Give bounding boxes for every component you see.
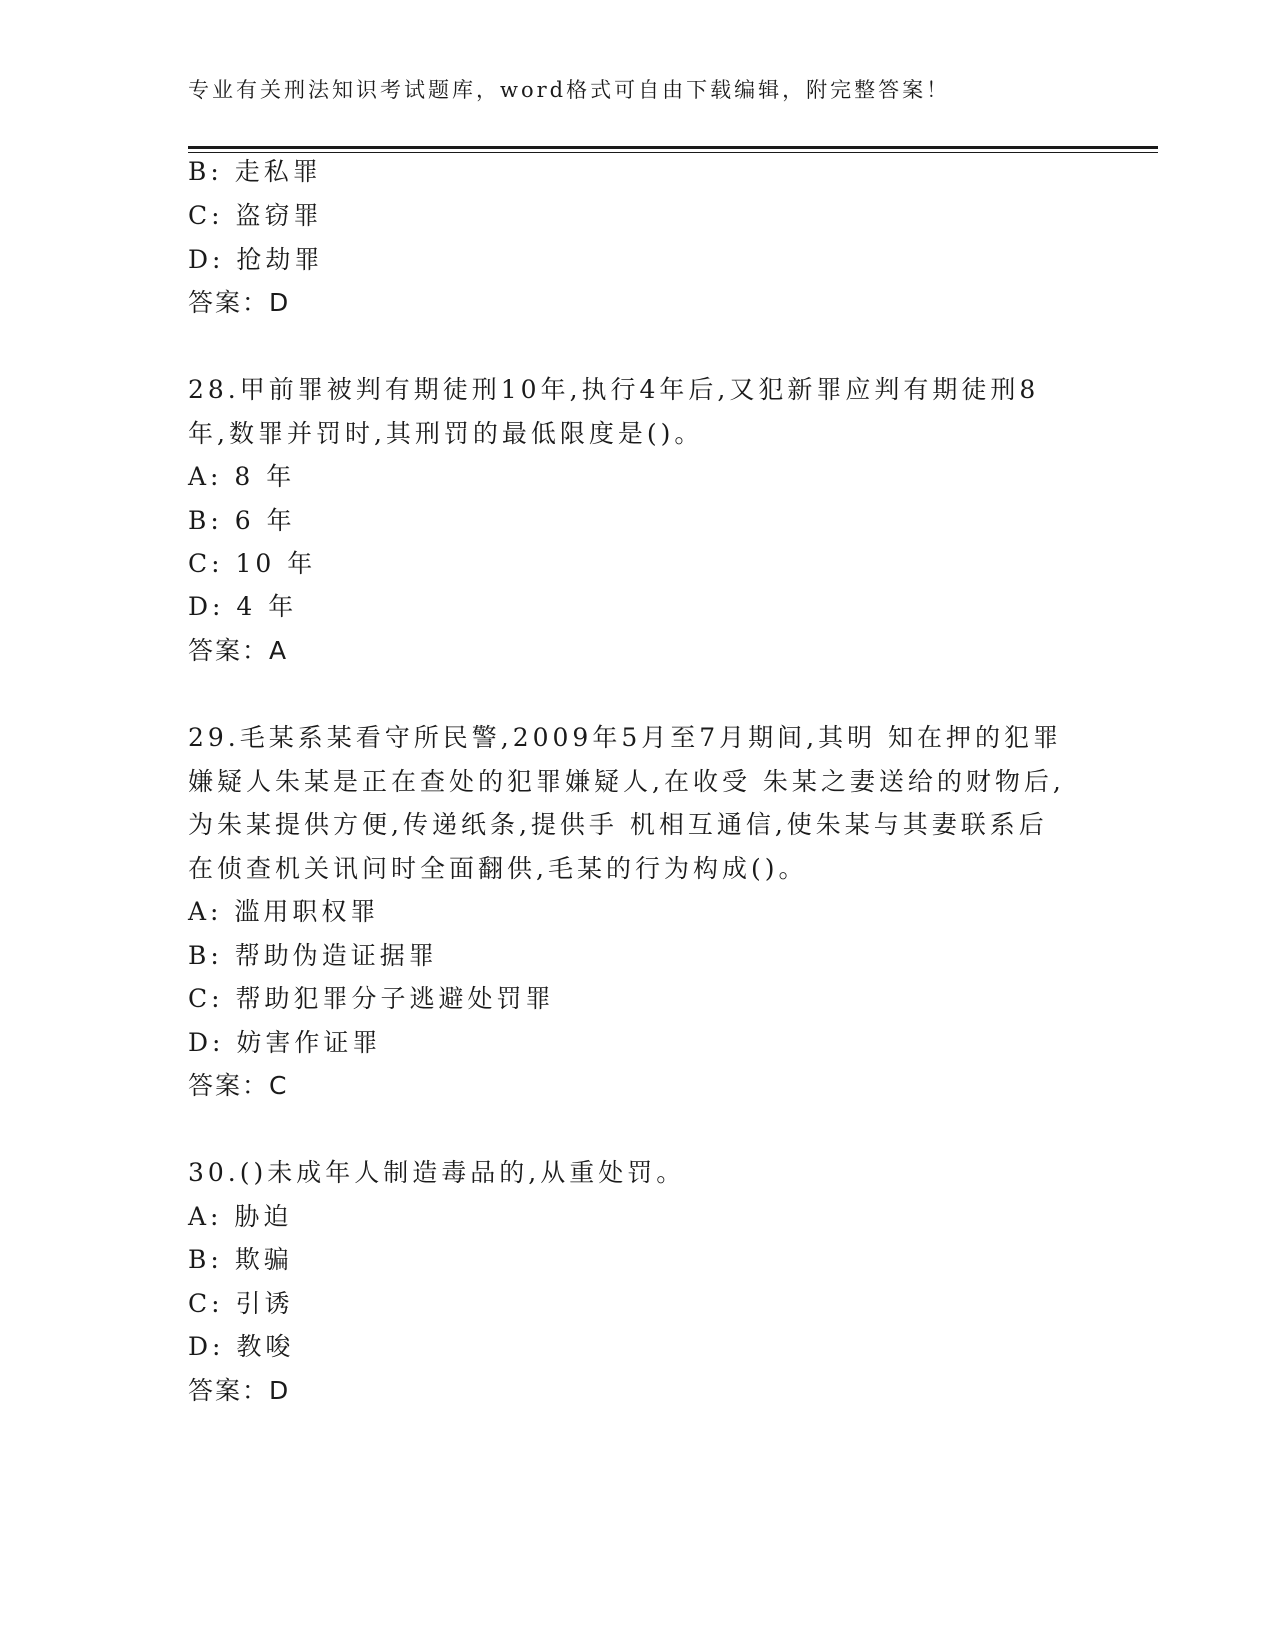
option-d: D: 4 年 <box>188 592 298 621</box>
header-rule-thin <box>188 152 1158 153</box>
header-rule-thick <box>188 146 1158 149</box>
option-b: B: 帮助伪造证据罪 <box>188 941 438 970</box>
option-b: B: 走私罪 <box>188 157 322 186</box>
option-c: C: 帮助犯罪分子逃避处罚罪 <box>188 984 555 1013</box>
option-c: C: 10 年 <box>188 549 317 578</box>
question-stem-line: 嫌疑人朱某是正在查处的犯罪嫌疑人,在收受 朱某之妻送给的财物后, <box>188 767 1065 796</box>
option-a: A: 滥用职权罪 <box>188 897 380 926</box>
question-stem-line: 29.毛某系某看守所民警,2009年5月至7月期间,其明 知在押的犯罪 <box>188 723 1063 752</box>
option-b: B: 欺骗 <box>188 1245 293 1274</box>
answer: 答案：C <box>188 1071 289 1100</box>
option-d: D: 妨害作证罪 <box>188 1028 382 1057</box>
option-c: C: 引诱 <box>188 1289 294 1318</box>
option-b: B: 6 年 <box>188 506 296 535</box>
question-stem-line: 为朱某提供方便,传递纸条,提供手 机相互通信,使朱某与其妻联系后 <box>188 810 1048 839</box>
question-stem-line: 28.甲前罪被判有期徒刑10年,执行4年后,又犯新罪应判有期徒刑8 <box>188 375 1040 404</box>
question-stem-line: 在侦查机关讯问时全面翻供,毛某的行为构成()。 <box>188 854 808 883</box>
question-stem-line: 年,数罪并罚时,其刑罚的最低限度是()。 <box>188 419 704 448</box>
question-stem-line: 30.()未成年人制造毒品的,从重处罚。 <box>188 1158 686 1187</box>
option-a: A: 胁迫 <box>188 1202 293 1231</box>
page-header: 专业有关刑法知识考试题库，word格式可自由下载编辑，附完整答案！ <box>188 78 951 102</box>
answer: 答案：D <box>188 1376 291 1405</box>
answer: 答案：D <box>188 288 291 317</box>
option-a: A: 8 年 <box>188 462 296 491</box>
option-d: D: 抢劫罪 <box>188 245 324 274</box>
option-d: D: 教唆 <box>188 1332 295 1361</box>
answer: 答案：A <box>188 636 289 665</box>
option-c: C: 盗窃罪 <box>188 201 323 230</box>
